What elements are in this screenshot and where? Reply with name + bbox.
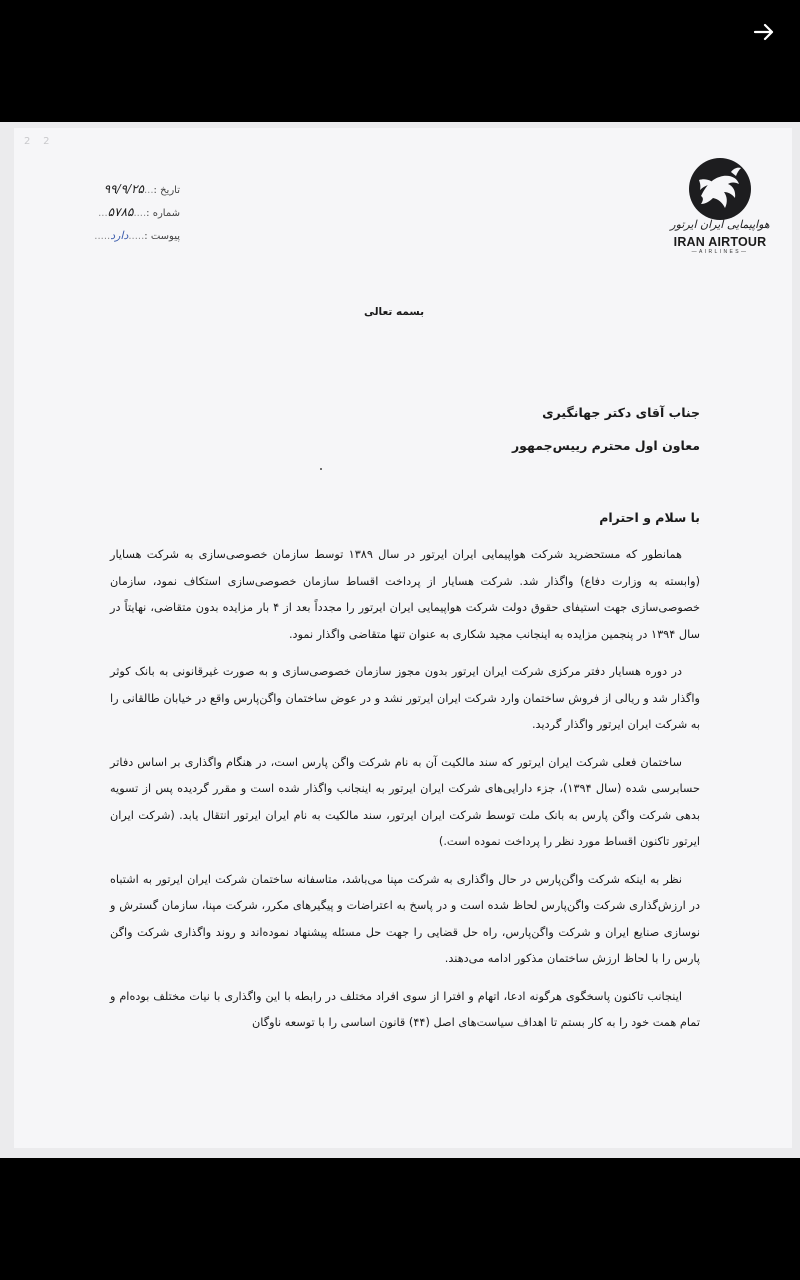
corner-mark: 2 2 bbox=[24, 136, 50, 147]
paragraph-3: ساختمان فعلی شرکت ایران ایرتور که سند مالکیت آن به نام شرکت واگن پارس است، در هنگام واگذاری بر اساس دفاتر حسابرسی شده (سال ۱۳۹۴)، جزء دارایی‌های شرکت ایران ایرتور به اینجانب واگذار شده است و مقرر گردیده پس از تسویه بدهی شرکت واگن پارس به بانک ملت توسط شرکت ایران ایرتور، سند مالکیت به نام ایران ایرتور انتقال یابد. (شرکت ایران ایرتور تاکنون اقساط مورد نظر را پرداخت نموده است.) bbox=[110, 755, 700, 848]
paragraph-2: در دوره هسایار دفتر مرکزی شرکت ایران ایرتور بدون مجوز سازمان خصوصی‌سازی و به صورت غیرقانونی به بانک کوثر واگذار شد و ریالی از فروش ساختمان وارد شرکت ایران ایرتور نشد و در عوض ساختمان واگن‌پارس واقع در خیابان طالقانی را به شرکت ایران ایرتور واگذار گردید. bbox=[110, 665, 700, 731]
meta-attachment: پیوست :.....دارد..... bbox=[94, 229, 180, 242]
paragraph-5: اینجانب تاکنون پاسخگوی هرگونه ادعا، اتهام و افترا از سوی افراد مختلف در رابطه با این واگذاری با نیات مختلف بوده‌ام و تمام همت خود را به کار بستم تا اهداف سیاست‌های اصل (۴۴) قانون اساسی را با توسعه ناوگان bbox=[110, 989, 700, 1029]
greeting: با سلام و احترام bbox=[599, 510, 700, 525]
speck bbox=[320, 468, 322, 470]
letter-meta bbox=[40, 178, 180, 247]
paragraph-1: همانطور که مستحضرید شرکت هواپیمایی ایران ایرتور در سال ۱۳۸۹ توسط سازمان خصوصی‌سازی به شرکت هسایار (وابسته به وزارت دفاع) واگذار شد. شرکت هسایار از پرداخت اقساط سازمان خصوصی‌سازی استکاف نمود، سازمان خصوصی‌سازی جهت استیفای حقوق دولت شرکت هواپیمایی ایران ایرتور را مجدداً بعد از ۴ بار مزایده بدون متقاضی، نهایتاً در سال ۱۳۹۴ در پنجمین مزایده به اینجانب مجید شکاری به عنوان تنها متقاضی واگذار نمود. bbox=[110, 548, 701, 641]
number-value: ۵۷۸۵ bbox=[107, 205, 134, 219]
logo-persian-text: هواپیمایی ایران ایرتور bbox=[670, 218, 770, 231]
attachment-value: دارد bbox=[110, 229, 129, 242]
paragraph-4: نظر به اینکه شرکت واگن‌پارس در حال واگذاری به شرکت مپنا می‌باشد، متاسفانه ساختمان شرکت ایران ایرتور به اشتباه در ارزش‌گذاری شرکت واگن‌پارس لحاظ شده است و در پاسخ به اعتراضات و پیگیرهای مکرر، شرکت مپنا، سازمان گسترش و نوسازی صنایع ایران و شرکت واگن‌پارس، راه حل قضایی را جهت حل مسئله پیشنهاد نموده‌اند و روند واگذاری شرکت واگن پارس را با لحاظ ارزش ساختمان مذکور ادامه می‌دهند. bbox=[110, 872, 700, 965]
logo-english-text: IRAN AIRTOUR bbox=[673, 235, 767, 249]
letter-sheet bbox=[14, 128, 792, 1148]
persian-griffin-emblem-icon bbox=[687, 156, 753, 222]
date-value: ۹۹/۹/۲۵ bbox=[103, 182, 144, 196]
date-label: تاریخ : bbox=[153, 185, 180, 196]
attachment-label: پیوست : bbox=[144, 231, 180, 242]
letter-body bbox=[110, 542, 700, 1048]
next-button[interactable] bbox=[750, 18, 778, 46]
logo-subtitle: —AIRLINES— bbox=[691, 249, 749, 255]
number-label: شماره : bbox=[146, 208, 180, 219]
meta-number: شماره :....۵۷۸۵... bbox=[98, 205, 180, 219]
addressee-title: معاون اول محترم رییس‌جمهور bbox=[511, 438, 700, 453]
bottom-bar bbox=[0, 1158, 800, 1280]
arrow-right-icon bbox=[750, 18, 778, 46]
company-logo bbox=[665, 156, 775, 255]
basmala: بسمه تعالی bbox=[363, 306, 425, 318]
document-image bbox=[0, 122, 800, 1158]
top-bar bbox=[0, 0, 800, 122]
meta-date: تاریخ :...۹۹/۹/۲۵ bbox=[103, 182, 180, 196]
addressee-name: جناب آقای دکتر جهانگیری bbox=[542, 405, 700, 420]
